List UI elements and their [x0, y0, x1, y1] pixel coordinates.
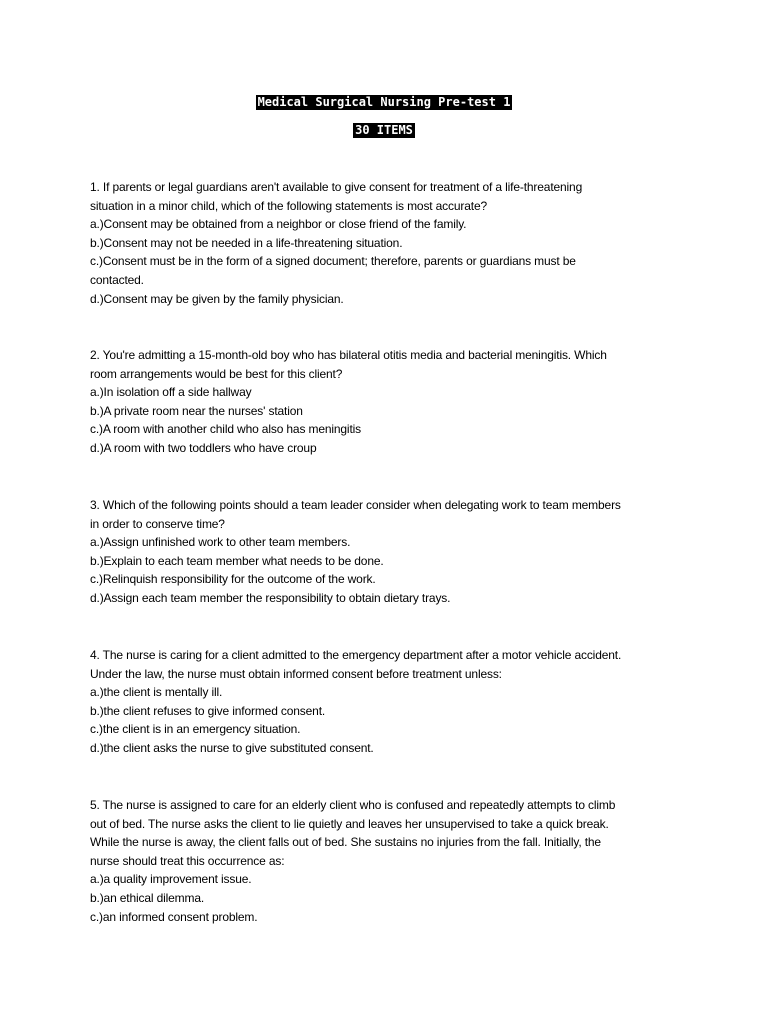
- question-4: [90, 646, 690, 758]
- answer-choice-d: d.)A room with two toddlers who have croup: [90, 440, 317, 455]
- question-3: [90, 496, 690, 608]
- answer-choice-a: a.)Consent may be obtained from a neighbor or close friend of the family.: [90, 217, 467, 232]
- question-2: [90, 346, 690, 458]
- question-stem-line: 2. You're admitting a 15-month-old boy who has bilateral otitis media and bacterial meningitis. Which: [90, 348, 607, 362]
- question-stem-line: 1. If parents or legal guardians aren't available to give consent for treatment of a life-threatening: [90, 180, 583, 194]
- answer-choice-b: b.)the client refuses to give informed consent.: [90, 703, 326, 718]
- answer-choice-b: b.)an ethical dilemma.: [90, 890, 205, 905]
- answer-choice-d: d.)Assign each team member the responsibility to obtain dietary trays.: [90, 590, 451, 605]
- answer-choice-b: b.)Consent may not be needed in a life-threatening situation.: [90, 235, 403, 250]
- title-block: [0, 93, 768, 111]
- question-stem-line: room arrangements would be best for this client?: [90, 366, 343, 381]
- question-5: [90, 796, 690, 926]
- answer-choice-b: b.)Explain to each team member what needs to be done.: [90, 553, 384, 568]
- question-stem-line: 4. The nurse is caring for a client admitted to the emergency department after a motor vehicle accident.: [90, 648, 622, 662]
- question-stem-line: situation in a minor child, which of the following statements is most accurate?: [90, 198, 488, 213]
- subtitle-block: [0, 121, 768, 139]
- answer-choice-c: c.)A room with another child who also has meningitis: [90, 422, 362, 437]
- item-count: 30 ITEMS: [355, 123, 413, 137]
- question-stem-line: 3. Which of the following points should a team leader consider when delegating work to team members: [90, 498, 621, 512]
- question-stem-line: 5. The nurse is assigned to care for an elderly client who is confused and repeatedly attempts to climb: [90, 798, 616, 812]
- question-1: [90, 178, 690, 308]
- answer-choice-a: a.)a quality improvement issue.: [90, 872, 252, 887]
- question-stem-line: While the nurse is away, the client falls out of bed. She sustains no injuries from the fall. Initially, the: [90, 835, 601, 850]
- answer-choice-d: d.)Consent may be given by the family physician.: [90, 291, 344, 306]
- answer-choice-b: b.)A private room near the nurses' station: [90, 403, 303, 418]
- answer-choice-a: a.)In isolation off a side hallway: [90, 385, 252, 400]
- answer-choice-a: a.)Assign unfinished work to other team members.: [90, 535, 351, 550]
- answer-choice-c: c.)the client is in an emergency situation.: [90, 722, 301, 737]
- question-stem-line: in order to conserve time?: [90, 516, 225, 531]
- question-stem-line: out of bed. The nurse asks the client to lie quietly and leaves her unsupervised to take a quick break.: [90, 816, 609, 831]
- answer-choice-c: c.)an informed consent problem.: [90, 909, 258, 924]
- answer-choice-c-continued: contacted.: [90, 272, 144, 287]
- answer-choice-a: a.)the client is mentally ill.: [90, 685, 223, 700]
- answer-choice-c: c.)Consent must be in the form of a signed document; therefore, parents or guardians must be: [90, 254, 576, 269]
- answer-choice-c: c.)Relinquish responsibility for the outcome of the work.: [90, 572, 376, 587]
- document-title: Medical Surgical Nursing Pre-test 1: [257, 95, 511, 109]
- question-stem-line: Under the law, the nurse must obtain informed consent before treatment unless:: [90, 666, 502, 681]
- answer-choice-d: d.)the client asks the nurse to give substituted consent.: [90, 740, 374, 755]
- question-stem-line: nurse should treat this occurrence as:: [90, 853, 285, 868]
